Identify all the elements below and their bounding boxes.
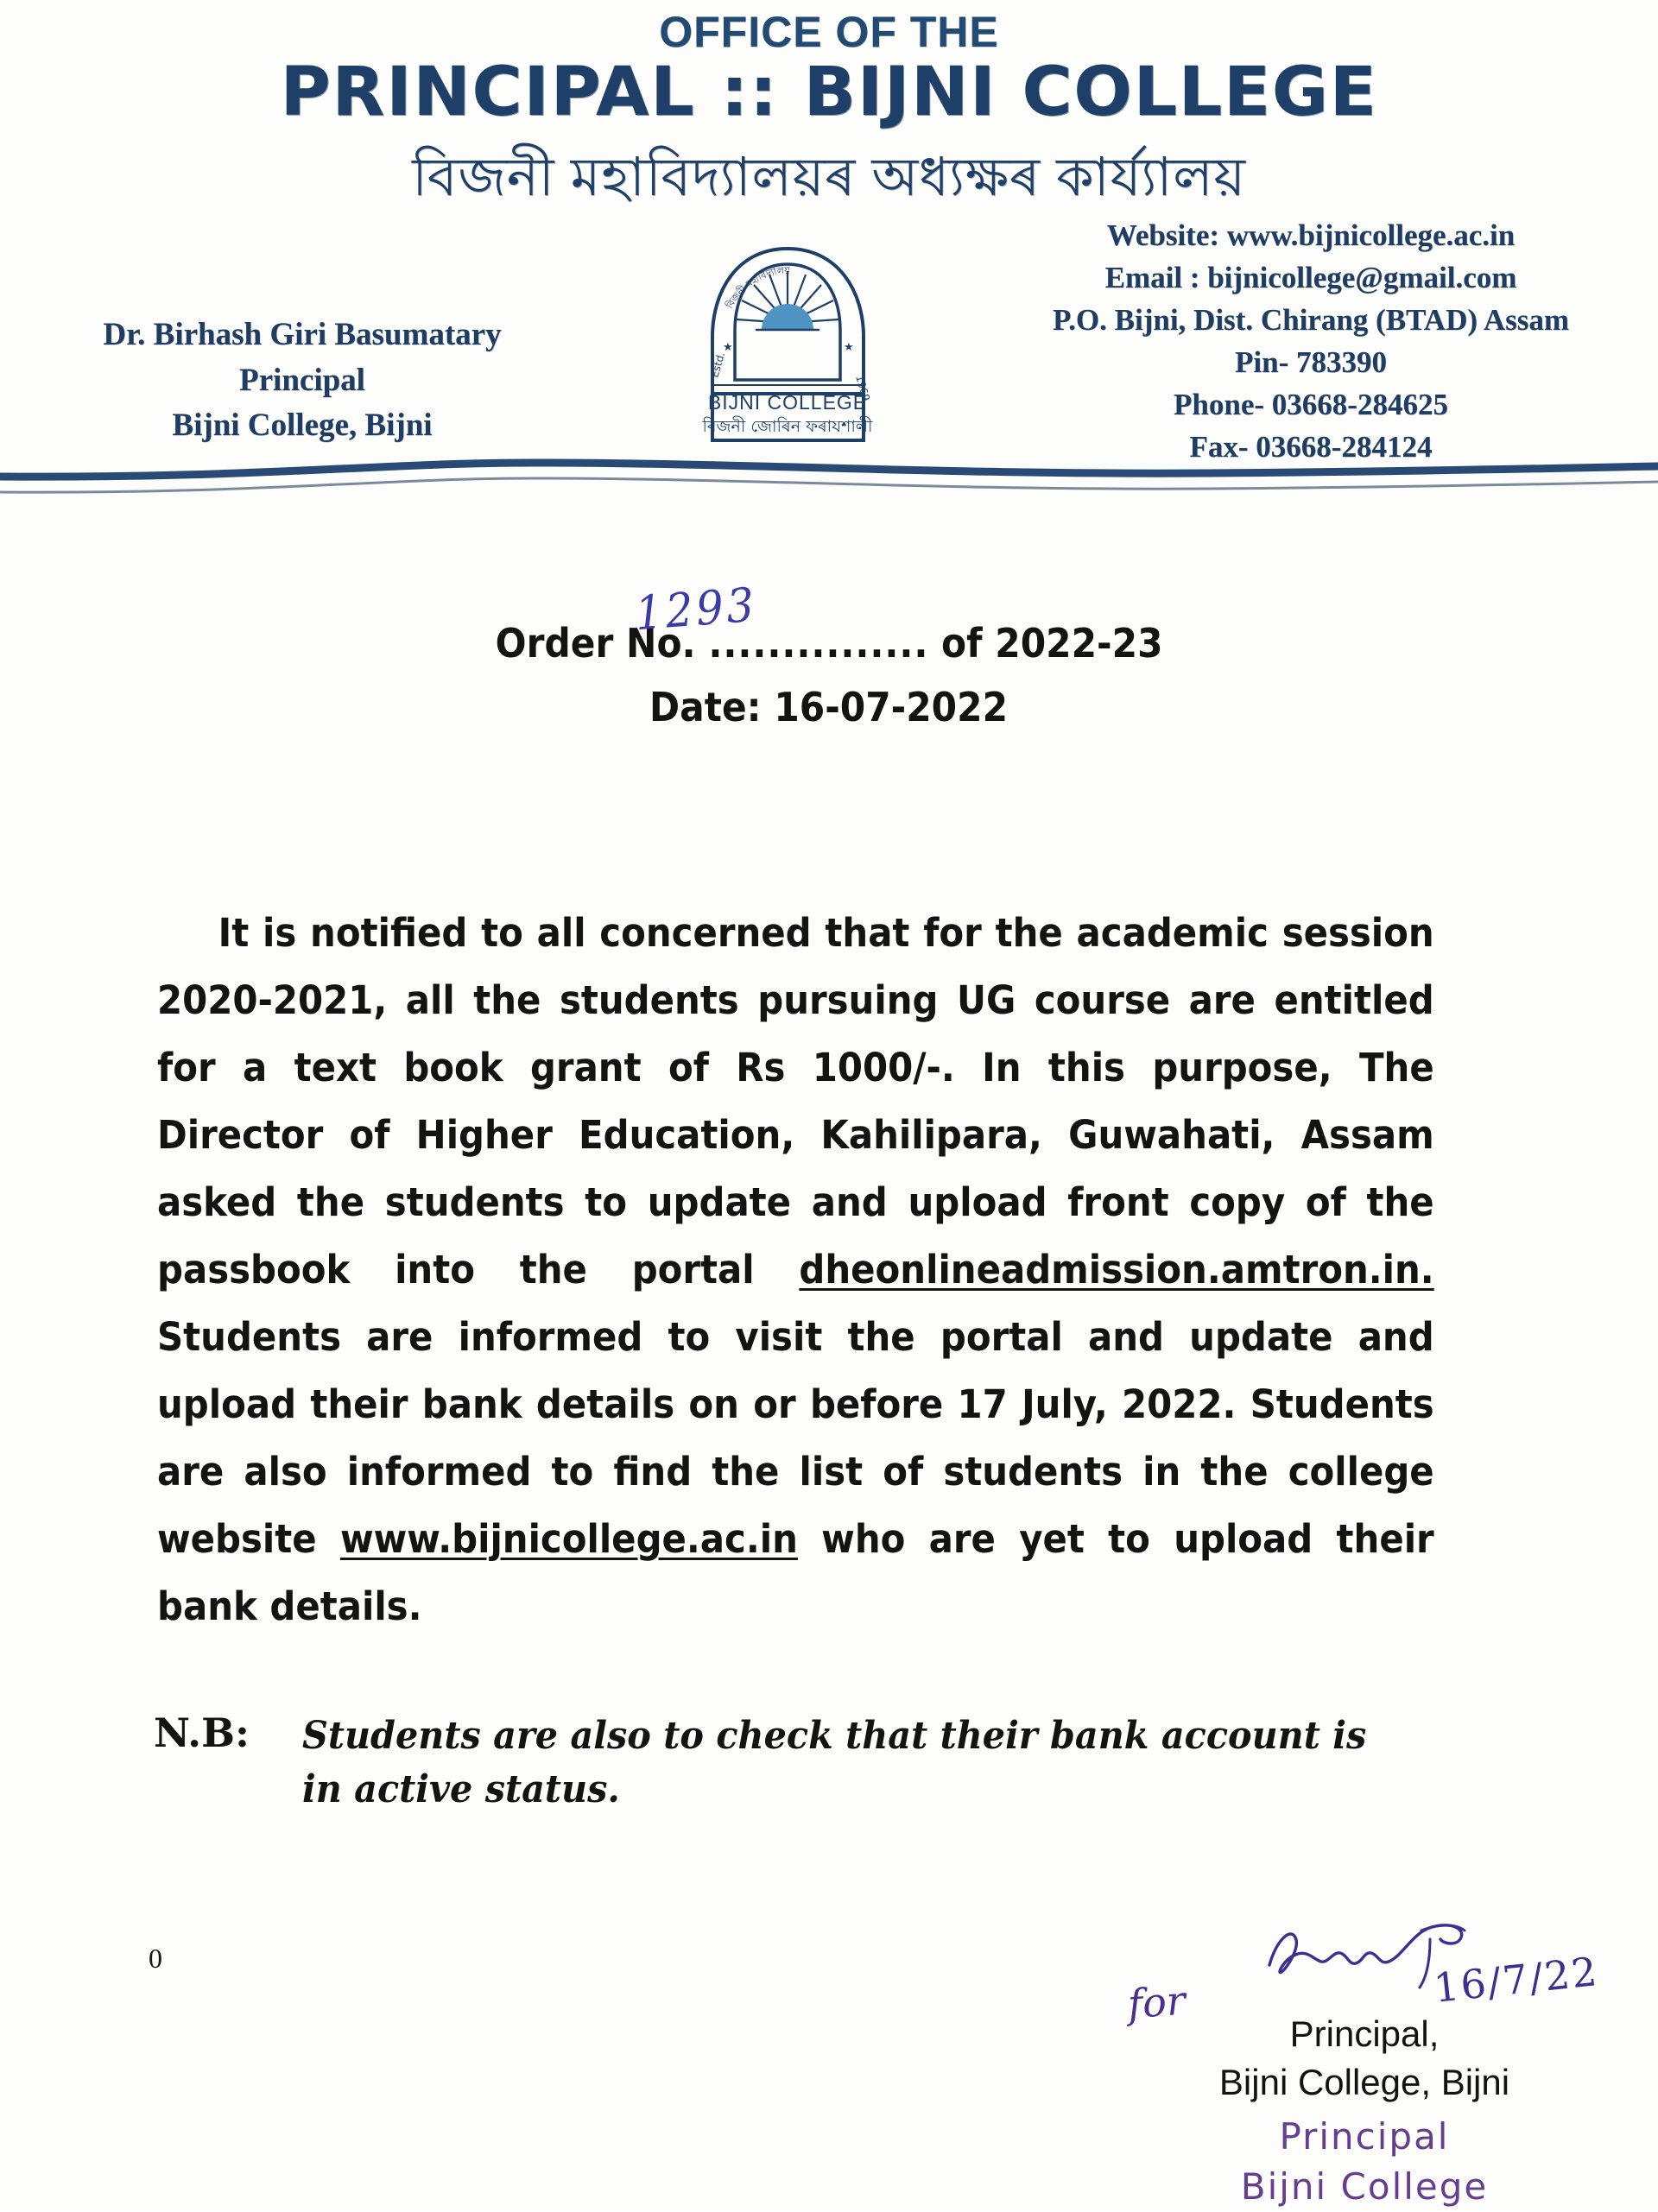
principal-identity-block bbox=[26, 313, 579, 449]
nb-text: Students are also to check that their bank account is in active status. bbox=[302, 1714, 1367, 1811]
nb-label: N.B: bbox=[154, 1710, 250, 1756]
order-number-line bbox=[495, 577, 1163, 667]
order-header-block bbox=[0, 577, 1658, 730]
body-part-3: who are yet to upload their bank details. bbox=[157, 1516, 1434, 1629]
body-part-2: Students are informed to visit the portal and update and upload their bank details on or before 17 July, 2022. Students are also informed to find the list of students in the college website bbox=[157, 1314, 1434, 1562]
svg-text:★: ★ bbox=[844, 340, 854, 353]
office-of-the-label: OFFICE OF THE bbox=[659, 8, 999, 56]
seal-name-local: বিজনী জোৰিন ফৰাযশালী bbox=[702, 417, 873, 436]
handwritten-for-mark: for bbox=[1126, 1976, 1187, 2028]
signature-area bbox=[1105, 1915, 1658, 2209]
header-divider bbox=[0, 449, 1658, 509]
principal-name: Dr. Birhash Giri Basumatary bbox=[103, 317, 502, 352]
assamese-title: বিজনী মহাবিদ্যালয়ৰ অধ্যক্ষৰ কাৰ্য্যালয় bbox=[412, 148, 1246, 207]
portal-link[interactable]: dheonlineadmission.amtron.in. bbox=[799, 1247, 1434, 1292]
contact-fax: Fax- 03668-284124 bbox=[1189, 430, 1433, 464]
svg-text:1969: 1969 bbox=[853, 373, 872, 403]
college-website-link[interactable]: www.bijnicollege.ac.in bbox=[339, 1516, 798, 1562]
wavy-divider-icon bbox=[0, 449, 1658, 509]
seal-name-en: BIJNI COLLEGE bbox=[707, 391, 868, 414]
svg-text:★: ★ bbox=[723, 340, 733, 353]
page-number: 0 bbox=[149, 1943, 162, 1974]
handwritten-signature-date: 16/7/22 bbox=[1431, 1948, 1601, 2012]
page-title: PRINCIPAL :: BIJNI COLLEGE bbox=[280, 54, 1378, 131]
contact-details-block bbox=[983, 214, 1639, 468]
order-date: Date: 16-07-2022 bbox=[649, 684, 1009, 730]
principal-designation: Principal bbox=[239, 362, 365, 398]
letterhead bbox=[0, 0, 1658, 483]
contact-phone: Phone- 03668-284625 bbox=[1174, 388, 1448, 421]
nota-bene-block bbox=[154, 1710, 1535, 1817]
contact-pin: Pin- 783390 bbox=[1235, 345, 1387, 379]
order-number-dots: ............... bbox=[708, 620, 929, 667]
contact-email: Email : bijnicollege@gmail.com bbox=[1104, 261, 1517, 294]
stamp-line-designation: Principal bbox=[1279, 2115, 1450, 2158]
principal-institution: Bijni College, Bijni bbox=[172, 408, 433, 444]
official-stamp bbox=[1105, 2112, 1623, 2212]
contact-address: P.O. Bijni, Dist. Chirang (BTAD) Assam bbox=[1053, 303, 1569, 337]
order-number-prefix: Order No. bbox=[495, 620, 709, 667]
notice-body-paragraph bbox=[157, 900, 1434, 1640]
order-number-suffix: of 2022-23 bbox=[928, 620, 1163, 667]
contact-website: Website: www.bijnicollege.ac.in bbox=[1106, 218, 1516, 252]
stamp-line-institution: Bijni College bbox=[1240, 2165, 1489, 2208]
body-part-1: It is notified to all concerned that for the academic session 2020-2021, all the students pursuing UG course are entitled for a text book grant of Rs 1000/-. In this purpose, The Director of Higher Education, Kahilipara, Guwahati, Assam asked the students to update and upload front copy of the passbook into the portal bbox=[157, 910, 1434, 1292]
college-seal-logo bbox=[687, 240, 889, 447]
svg-text:Estd.: Estd. bbox=[708, 351, 728, 379]
svg-text:বিজনী মহাবিদ্যালয়: বিজনী মহাবিদ্যালয় bbox=[724, 264, 790, 311]
signatory-block bbox=[1105, 2010, 1623, 2107]
handwritten-order-number: 1293 bbox=[633, 577, 759, 641]
signatory-institution: Bijni College, Bijni bbox=[1218, 2062, 1510, 2102]
signatory-designation: Principal, bbox=[1289, 2013, 1440, 2054]
college-seal-icon bbox=[687, 240, 889, 447]
